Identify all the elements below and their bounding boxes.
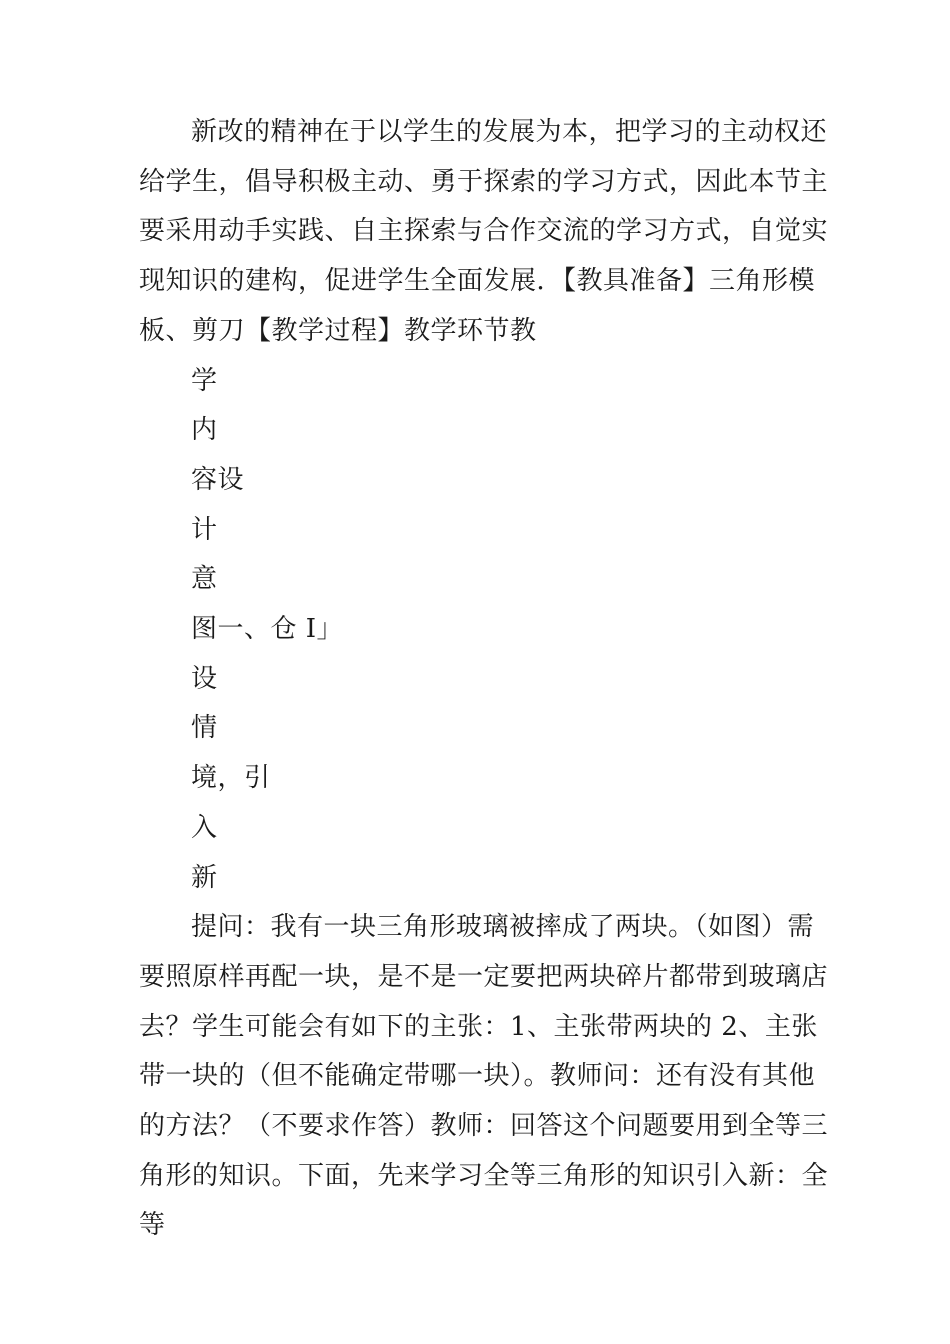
- fragment-line: 计: [191, 514, 218, 545]
- paragraph-intro: 新改的精神在于以学生的发展为本，把学习的主动权还给学生，倡导积极主动、勇于探索的学习方式，因此本节主要采用动手实践、自主探索与合作交流的学习方式，自觉实现知识的建构，促进学生全面发展．【教具准备】三角形模板、剪刀【教学过程】教学环节教: [139, 117, 829, 346]
- paragraph-question: 提问：我有一块三角形玻璃被摔成了两块。（如图）需要照原样再配一块，是不是一定要把两块碎片都带到玻璃店去？学生可能会有如下的主张：1、主张带两块的 2、主张带一块的（但不能确定带哪一块）。教师问：还有没有其他的方法？（不要求作答）教师：回答这个问题要用到全等三角形的知识。下面，先来学习全等三角形的知识引入新：全等: [139, 912, 829, 1241]
- fragment-line: 容设: [191, 464, 245, 495]
- fragment-line: 学: [191, 365, 218, 396]
- fragment-line: 新: [191, 862, 218, 893]
- fragment-line: 情: [191, 713, 218, 744]
- fragment-line: 设: [191, 663, 218, 694]
- fragment-line: 入: [191, 812, 218, 843]
- document-body: [139, 108, 829, 1251]
- fragment-line: 意: [191, 564, 218, 595]
- fragment-line: 境，引: [191, 763, 271, 794]
- fragment-line: 内: [191, 415, 218, 446]
- fragment-line: 图一、仓 I」: [191, 614, 344, 645]
